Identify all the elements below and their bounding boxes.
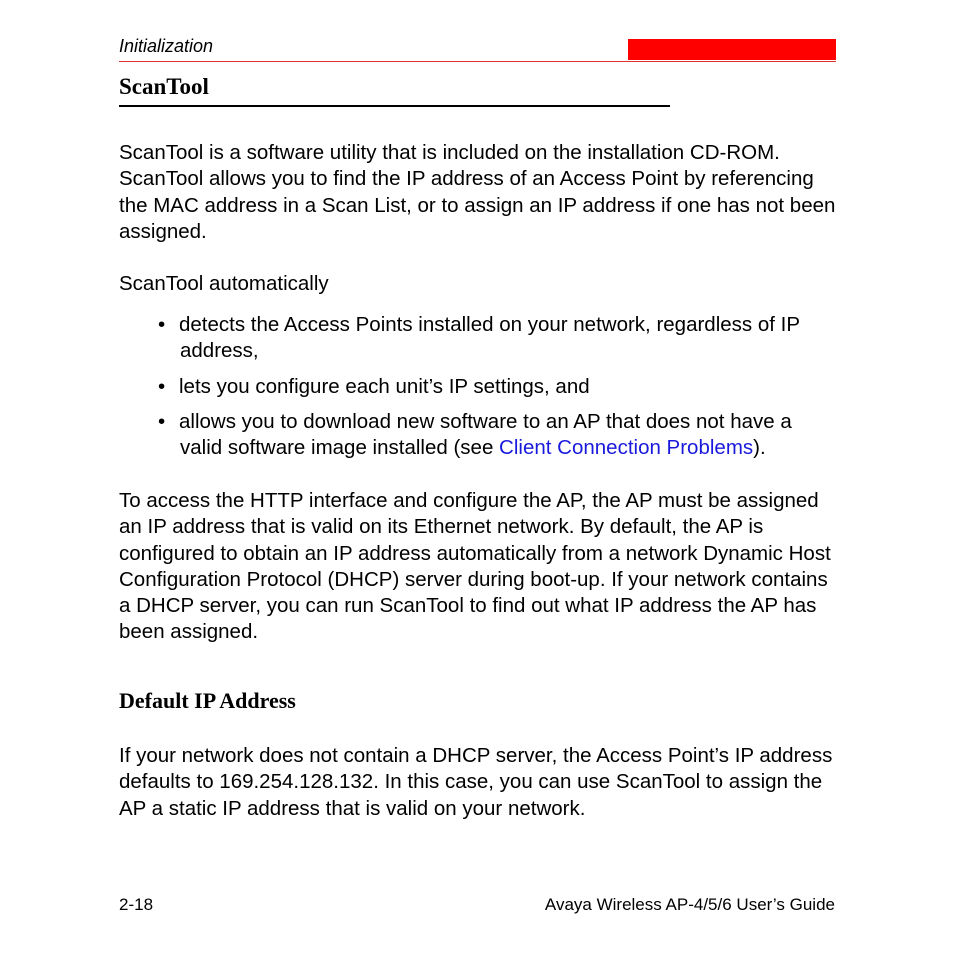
bullet-icon: • — [158, 313, 166, 336]
page-number: 2-18 — [119, 895, 154, 914]
book-title: Avaya Wireless AP-4/5/6 User’s Guide — [544, 895, 835, 914]
header-divider — [119, 61, 836, 62]
default-ip-paragraph: If your network does not contain a DHCP server, the Access Point’s IP address defaults to 169.254.128.132. In this case, you can use ScanTool to assign the AP a static IP address that is valid on your network. — [119, 744, 833, 820]
list-item-text-before: allows you to download new software to an AP that does not have a valid software image installed (see — [179, 409, 792, 460]
header-accent-bar — [628, 39, 836, 60]
section-title-underline — [119, 105, 670, 107]
list-item — [119, 312, 839, 365]
bullet-icon: • — [158, 374, 166, 398]
section-title: ScanTool — [119, 74, 209, 99]
chapter-header: Initialization — [119, 36, 214, 56]
subsection-title: Default IP Address — [119, 688, 296, 713]
list-item-text — [180, 409, 839, 462]
bullet-icon: • — [158, 409, 166, 433]
list-item — [119, 374, 839, 400]
list-item — [119, 409, 839, 462]
intro-paragraph: ScanTool is a software utility that is included on the installation CD-ROM. ScanTool allows you to find the IP address of an Access Point by referencing the MAC address in a Scan List, or to assign an IP address if one has not been assigned. — [119, 141, 836, 243]
list-item-text-after: ). — [753, 436, 766, 460]
list-item-text: lets you configure each unit’s IP settings, and — [179, 374, 590, 398]
lead-paragraph: ScanTool automatically — [119, 272, 329, 295]
feature-list — [119, 312, 839, 470]
list-item-text: detects the Access Points installed on your network, regardless of IP address, — [179, 313, 800, 363]
client-connection-problems-link[interactable]: Client Connection Problems — [499, 436, 754, 460]
access-paragraph: To access the HTTP interface and configure the AP, the AP must be assigned an IP address that is valid on its Ethernet network. By default, the AP is configured to obtain an IP address automatically from a network Dynamic Host Configuration Protocol (DHCP) server during boot-up. If your network contains a DHCP server, you can run ScanTool to find out what IP address the AP has been assigned. — [119, 489, 831, 644]
